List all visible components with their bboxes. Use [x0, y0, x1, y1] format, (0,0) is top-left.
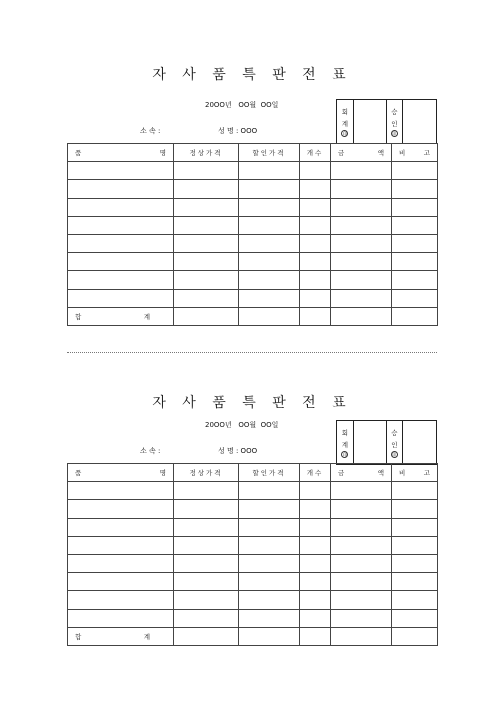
col-quantity: 개수: [300, 144, 331, 162]
table-row[interactable]: [68, 482, 438, 500]
accounting-label: 회 계 印: [337, 421, 354, 464]
table-row[interactable]: [68, 234, 438, 252]
total-row[interactable]: [68, 307, 438, 325]
table-row[interactable]: [68, 518, 438, 536]
name-label: 성 명 : OOO: [218, 447, 258, 455]
col-discount-price: 할인가격: [239, 464, 300, 482]
approval-box: [336, 420, 437, 465]
form-title: 자 사 품 특 판 전 표: [152, 395, 352, 411]
date-line: 20OO년 OO월 OO일: [205, 101, 279, 109]
col-item: 품 명: [68, 464, 174, 482]
col-amount: 금 액: [331, 144, 392, 162]
total-row[interactable]: [68, 627, 438, 645]
items-table: [67, 143, 438, 326]
department-label: 소 속 :: [140, 447, 161, 455]
col-quantity: 개수: [300, 464, 331, 482]
table-row[interactable]: [68, 609, 438, 627]
table-row[interactable]: [68, 162, 438, 180]
seal-icon: 印: [342, 131, 347, 136]
table-row[interactable]: [68, 536, 438, 554]
table-row[interactable]: [68, 198, 438, 216]
items-table: [67, 463, 438, 646]
header-row: [68, 144, 438, 162]
approval-box: [336, 99, 437, 144]
col-regular-price: 정상가격: [174, 464, 239, 482]
approval-label: 승 인 印: [387, 421, 404, 464]
form-title: 자 사 품 특 판 전 표: [152, 67, 352, 83]
table-row[interactable]: [68, 554, 438, 572]
col-item: 품 명: [68, 144, 174, 162]
accounting-sign-box[interactable]: [354, 421, 387, 464]
col-remarks: 비 고: [392, 464, 438, 482]
cut-line-divider: [67, 352, 437, 353]
total-label: 합 계: [68, 307, 174, 325]
col-regular-price: 정상가격: [174, 144, 239, 162]
col-discount-price: 할인가격: [239, 144, 300, 162]
header-row: [68, 464, 438, 482]
col-amount: 금 액: [331, 464, 392, 482]
approval-sign-box[interactable]: [403, 100, 436, 143]
total-label: 합 계: [68, 627, 174, 645]
seal-icon: 印: [342, 452, 347, 457]
table-row[interactable]: [68, 500, 438, 518]
col-remarks: 비 고: [392, 144, 438, 162]
accounting-label: 회 계 印: [337, 100, 354, 143]
seal-icon: 印: [392, 452, 397, 457]
table-row[interactable]: [68, 591, 438, 609]
table-row[interactable]: [68, 573, 438, 591]
table-row[interactable]: [68, 216, 438, 234]
seal-icon: 印: [392, 131, 397, 136]
date-line: 20OO년 OO월 OO일: [205, 421, 279, 429]
table-row[interactable]: [68, 271, 438, 289]
name-label: 성 명 : OOO: [218, 127, 258, 135]
approval-label: 승 인 印: [387, 100, 404, 143]
approval-sign-box[interactable]: [403, 421, 436, 464]
table-row[interactable]: [68, 289, 438, 307]
accounting-sign-box[interactable]: [354, 100, 387, 143]
table-row[interactable]: [68, 253, 438, 271]
department-label: 소 속 :: [140, 127, 161, 135]
table-row[interactable]: [68, 180, 438, 198]
